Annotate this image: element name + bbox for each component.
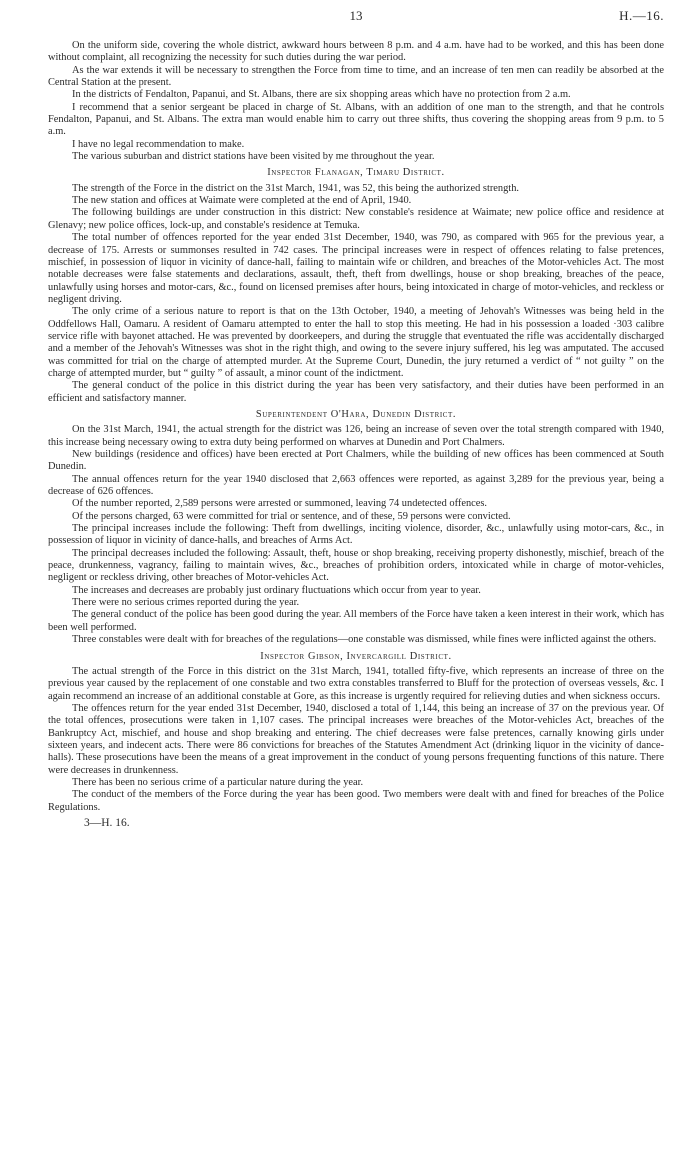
section-heading: Inspector Gibson, Invercargill District. — [260, 650, 452, 662]
paragraph: The following buildings are under construction in this district: New constable's residence at Waimate; new police office and residence at Glenavy; new police offices, lock-up, and constable's residence at Temuka. — [48, 207, 664, 231]
page-header — [48, 10, 664, 40]
paragraph: Of the persons charged, 63 were committed for trial or sentence, and of these, 59 persons were convicted. — [72, 510, 511, 522]
paragraph: The new station and offices at Waimate were completed at the end of April, 1940. — [72, 195, 412, 207]
paragraph: The various suburban and district stations have been visited by me throughout the year. — [72, 151, 435, 163]
document-body — [48, 40, 664, 814]
paragraph: In the districts of Fendalton, Papanui, and St. Albans, there are six shopping areas which have no protection from 2 a.m. — [72, 89, 571, 101]
signature-mark: 3—H. 16. — [84, 816, 130, 829]
document-reference: H.—16. — [619, 8, 664, 23]
section-heading: Superintendent O'Hara, Dunedin District. — [255, 408, 457, 420]
paragraph: I have no legal recommendation to make. — [72, 138, 245, 150]
report-section — [48, 409, 664, 647]
report-section — [48, 40, 664, 163]
paragraph: The total number of offences reported for the year ended 31st December, 1940, was 790, as compared with 965 for the previous year, a decrease of 175. Arrests or summonses resulted in 742 cases. The principal increases were in respect of offences relating to false pretences, mischief, in possession of liquor in vicinity of dance-hall, failing to maintain wife or children, and breaches of the Motor-vehicles Act. The most notable decreases were false statements and declarations, assault, theft, theft from dwellings, house or shop breaking, breaches of the peace, unlawfully using horses and motor-cars, &c., found on licensed premises after hours, being intoxicated in charge of motor-vehicles, and reckless or negligent driving. — [48, 232, 664, 305]
paragraph: The actual strength of the Force in this district on the 31st March, 1941, totalled fifty-five, which represents an increase of three on the previous year caused by the replacement of one constable and two extra constables transferred to Bluff for the protection of overseas vessels, &c. I again recommend an increase of an additional constable at Gore, as this increase is urgently required for relieving duties and when sickness occurs. — [48, 665, 664, 702]
paragraph: Three constables were dealt with for breaches of the regulations—one constable was dismissed, while fines were inflicted against the others. — [72, 634, 657, 646]
page-number: 13 — [349, 8, 363, 23]
paragraph: The only crime of a serious nature to report is that on the 13th October, 1940, a meeting of Jehovah's Witnesses was being held in the Oddfellows Hall, Oamaru. A resident of Oamaru attempted to enter the hall to stop this meeting. He had in his possession a loaded ·303 calibre service rifle with bayonet attached. He was prevented by doorkeepers, and during the struggle that eventuated the rifle was accidentally discharged and a member of the Jehovah's Witnesses was shot in the right thigh, and owing to the severe injury suffered, his leg was amputated. The accused was committed for trial on the charge of attempted murder. At the Supreme Court, Dunedin, the jury returned a verdict of “ not guilty ” on the charge of attempted murder, but “ guilty ” of assault, a minor count of the indictment. — [48, 306, 664, 379]
paragraph: The conduct of the members of the Force during the year has been good. Two members were dealt with and fined for breaches of the Police Regulations. — [48, 789, 664, 813]
report-section — [48, 651, 664, 814]
paragraph: There were no serious crimes reported during the year. — [72, 597, 300, 609]
paragraph: The increases and decreases are probably just ordinary fluctuations which occur from year to year. — [72, 584, 481, 596]
paragraph: As the war extends it will be necessary to strengthen the Force from time to time, and an increase of ten men can readily be absorbed at the Central Station at the present. — [48, 64, 664, 89]
paragraph: The general conduct of the police in this district during the year has been very satisfactory, and their duties have been performed in an efficient and satisfactory manner. — [48, 380, 664, 404]
paragraph: There has been no serious crime of a particular nature during the year. — [72, 776, 364, 788]
paragraph: The principal decreases included the following: Assault, theft, house or shop breaking, receiving property dishonestly, mischief, breach of the peace, drunkenness, vagrancy, failing to maintain wives, &c., breaches of prohibition orders, intoxicated while in charge of motor-vehicles, negligent or reckless driving, other breaches of Motor-vehicles Act. — [48, 547, 664, 584]
paragraph: The general conduct of the police has been good during the year. All members of the Force have taken a keen interest in their work, which has been well performed. — [48, 609, 664, 633]
paragraph: The offences return for the year ended 31st December, 1940, disclosed a total of 1,144, this being an increase of 37 on the previous year. Of the total offences, prosecutions were taken in 1,107 cases. The principal increases were breaches of the Motor-vehicles Act, breaches of the Bankruptcy Act, mischief, and house and shop breaking and entering. The chief decreases were false pretences, carnally knowing girls under sixteen years, and indecent acts. There were 86 convictions for breaches of the Statutes Amendment Act (drinking liquor in the vicinity of dance-halls). These prosecutions have been the means of a great improvement in the conduct of young persons frequenting functions of this nature. There were decreases in drunkenness. — [48, 702, 664, 776]
paragraph: New buildings (residence and offices) have been erected at Port Chalmers, while the building of new offices has been commenced at South Dunedin. — [48, 449, 664, 473]
section-heading: Inspector Flanagan, Timaru District. — [267, 167, 445, 179]
paragraph: On the uniform side, covering the whole district, awkward hours between 8 p.m. and 4 a.m. have had to be worked, and this has been done without complaint, all recognizing the necessity for such duties during the war period. — [48, 40, 664, 64]
report-section — [48, 167, 664, 405]
paragraph: The principal increases include the following: Theft from dwellings, inciting violence, disorder, &c., unlawfully using motor-cars, &c., in possession of liquor in vicinity of dance-halls, and breaches of Arms Act. — [48, 523, 664, 547]
paragraph: On the 31st March, 1941, the actual strength for the district was 126, being an increase of seven over the total strength compared with 1940, this increase being necessary owing to extra duty being performed on wharves at Dunedin and Port Chalmers. — [48, 424, 664, 448]
paragraph: The strength of the Force in the district on the 31st March, 1941, was 52, this being the authorized strength. — [72, 182, 519, 194]
paragraph: The annual offences return for the year 1940 disclosed that 2,663 offences were reported, as against 3,289 for the previous year, being a decrease of 626 offences. — [48, 473, 664, 498]
paragraph: Of the number reported, 2,589 persons were arrested or summoned, leaving 74 undetected offences. — [72, 498, 488, 510]
paragraph: I recommend that a senior sergeant be placed in charge of St. Albans, with an addition of one man to the strength, and that he controls Fendalton, Papanui, and St. Albans. The extra man would enable him to carry out three shifts, thus covering the shopping areas from 9 p.m. to 5 a.m. — [48, 101, 664, 138]
